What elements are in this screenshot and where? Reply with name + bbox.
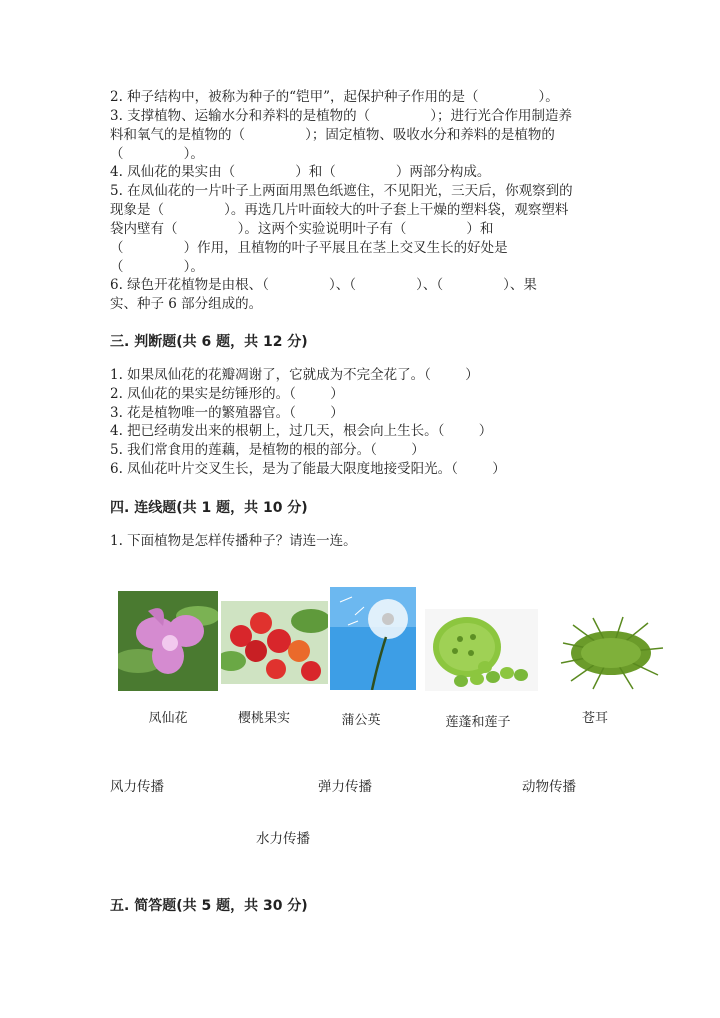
plant-label: 莲蓬和莲子 bbox=[445, 715, 511, 730]
impatiens-flower-image bbox=[118, 591, 218, 691]
fill-blank-line: 5. 在凤仙花的一片叶子上两面用黑色纸遮住，不见阳光，三天后，你观察到的 bbox=[110, 183, 573, 199]
fill-blank-line: 料和氧气的是植物的（ ）；固定植物、吸收水分和养料的是植物的 bbox=[110, 127, 555, 143]
dandelion-image bbox=[330, 587, 416, 690]
fill-blank-line: （ ）作用，且植物的叶子平展且在茎上交叉生长的好处是 bbox=[110, 240, 508, 256]
judgment-item: 4. 把已经萌发出来的根朝上，过几天，根会向上生长。（ ） bbox=[110, 423, 493, 439]
matching-question: 1. 下面植物是怎样传播种子？请连一连。 bbox=[110, 533, 357, 549]
fill-blank-line: 2. 种子结构中，被称为种子的“铠甲”，起保护种子作用的是（ ）。 bbox=[110, 89, 559, 105]
fill-blank-line: 3. 支撑植物、运输水分和养料的是植物的（ ）；进行光合作用制造养 bbox=[110, 108, 572, 124]
judgment-item: 5. 我们常食用的莲藕，是植物的根的部分。（ ） bbox=[110, 442, 425, 458]
fill-blank-line: 袋内壁有（ ）。这两个实验说明叶子有（ ）和 bbox=[110, 221, 494, 237]
dispersal-method: 弹力传播 bbox=[318, 779, 372, 795]
judgment-item: 3. 花是植物唯一的繁殖器官。（ ） bbox=[110, 405, 344, 421]
cherry-fruit-image bbox=[221, 601, 328, 684]
dispersal-method: 水力传播 bbox=[256, 831, 310, 847]
section-heading-judgment: 三. 判断题(共 6 题，共 12 分) bbox=[110, 334, 308, 350]
fill-blank-line: 实、种子 6 部分组成的。 bbox=[110, 296, 263, 312]
fill-blank-line: 现象是（ ）。再选几片叶面较大的叶子套上干燥的塑料袋，观察塑料 bbox=[110, 202, 569, 218]
fill-blank-line: （ ）。 bbox=[110, 146, 204, 162]
plant-label: 凤仙花 bbox=[148, 711, 188, 726]
fill-blank-line: 4. 凤仙花的果实由（ ）和（ ）两部分构成。 bbox=[110, 164, 491, 180]
plant-label: 苍耳 bbox=[581, 711, 608, 726]
dispersal-method: 风力传播 bbox=[110, 779, 164, 795]
plant-label: 蒲公英 bbox=[341, 713, 381, 728]
judgment-item: 6. 凤仙花叶片交叉生长，是为了能最大限度地接受阳光。（ ） bbox=[110, 461, 506, 477]
fill-blank-line: 6. 绿色开花植物是由根、（ ）、（ ）、（ ）、果 bbox=[110, 277, 537, 293]
section-heading-matching: 四. 连线题(共 1 题，共 10 分) bbox=[110, 500, 308, 516]
lotus-pod-image bbox=[425, 609, 538, 691]
section-heading-short-answer: 五. 简答题(共 5 题，共 30 分) bbox=[110, 898, 308, 914]
fill-blank-line: （ ）。 bbox=[110, 259, 204, 275]
judgment-item: 1. 如果凤仙花的花瓣凋谢了，它就成为不完全花了。（ ） bbox=[110, 367, 479, 383]
cocklebur-image bbox=[553, 613, 669, 691]
judgment-item: 2. 凤仙花的果实是纺锤形的。（ ） bbox=[110, 386, 344, 402]
dispersal-method: 动物传播 bbox=[522, 779, 576, 795]
plant-label: 樱桃果实 bbox=[237, 711, 290, 726]
